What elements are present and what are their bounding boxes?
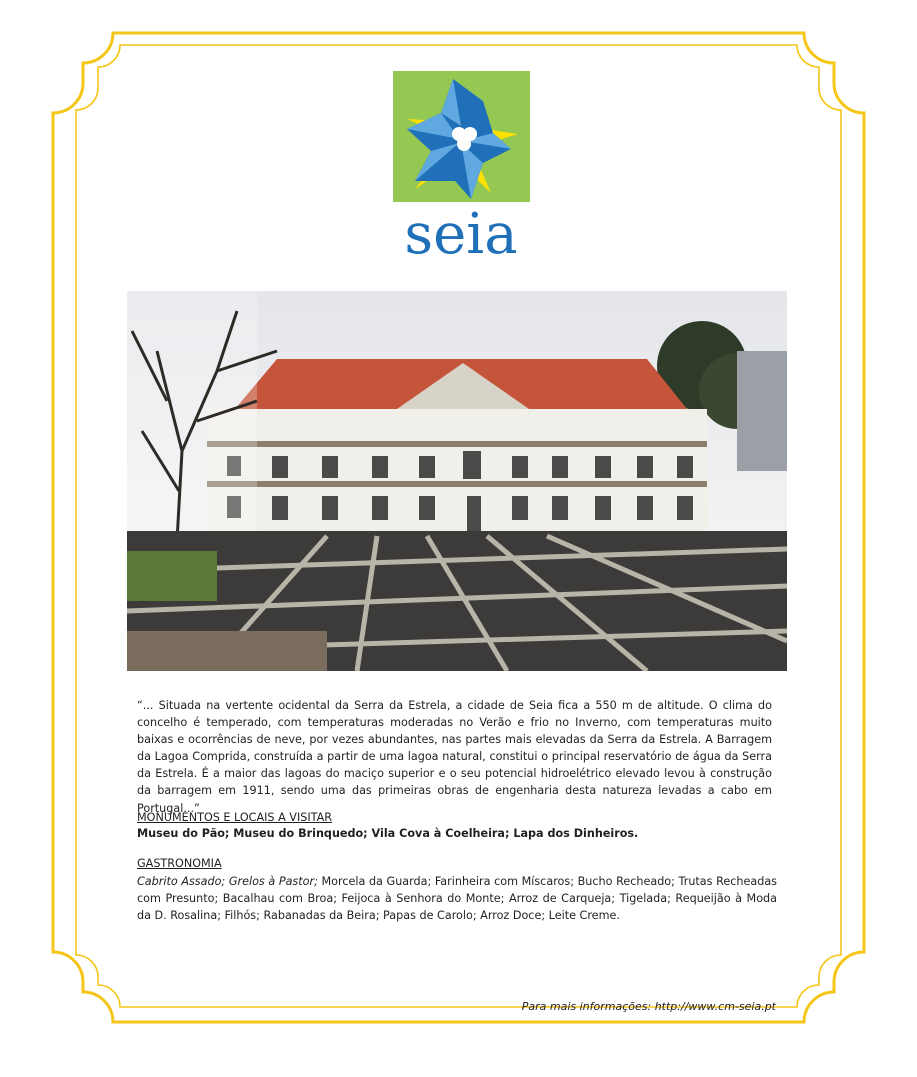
gastronomy-heading: GASTRONOMIA <box>137 857 222 870</box>
monuments-list: Museu do Pão; Museu do Brinquedo; Vila Cova à Coelheira; Lapa dos Dinheiros. <box>137 827 639 840</box>
gastronomy-other-dishes: Morcela da Guarda; Farinheira com Míscaros; Bucho Recheado; Trutas Recheadas com Presunto; Bacalhau com Broa; Feijoca à Senhora do Monte; Arroz de Carqueja; Tigelada; Requeijão à Moda da D. Rosalina; Filhós; Rabanadas da Beira; Papas de Carolo; Arroz Doce; Leite Creme. <box>137 875 778 923</box>
monuments-heading: MONUMENTOS E LOCAIS A VISITAR <box>137 811 333 824</box>
town-hall-photo <box>127 291 787 671</box>
seia-logo <box>393 71 530 259</box>
intro-paragraph: “... Situada na vertente ocidental da Serra da Estrela, a cidade de Seia fica a 550 m de altitude. O clima do concelho é temperado, com temperaturas moderadas no Verão e frio no Inverno, com temperaturas muito baixas e ocorrências de neve, por vezes abundantes, nas partes mais elevadas da Serra da Estrela. A Barragem da Lagoa Comprida, construída a partir de uma lagoa natural, constitui o principal reservatório de água da Serra da Estrela. É a maior das lagoas do maciço superior e o seu potencial hidroelétrico elevado levou à construção da barragem em 1911, sendo uma das primeiras obras de engenharia desta natureza levadas a cabo em Portugal...” <box>137 699 772 815</box>
gastronomy-featured-dishes: Cabrito Assado; Grelos à Pastor; <box>137 875 318 888</box>
logo-text: seia <box>404 202 518 259</box>
footer-more-info: Para mais informações: http://www.cm-seia.pt <box>521 1000 776 1013</box>
gastronomy-text <box>137 873 777 924</box>
